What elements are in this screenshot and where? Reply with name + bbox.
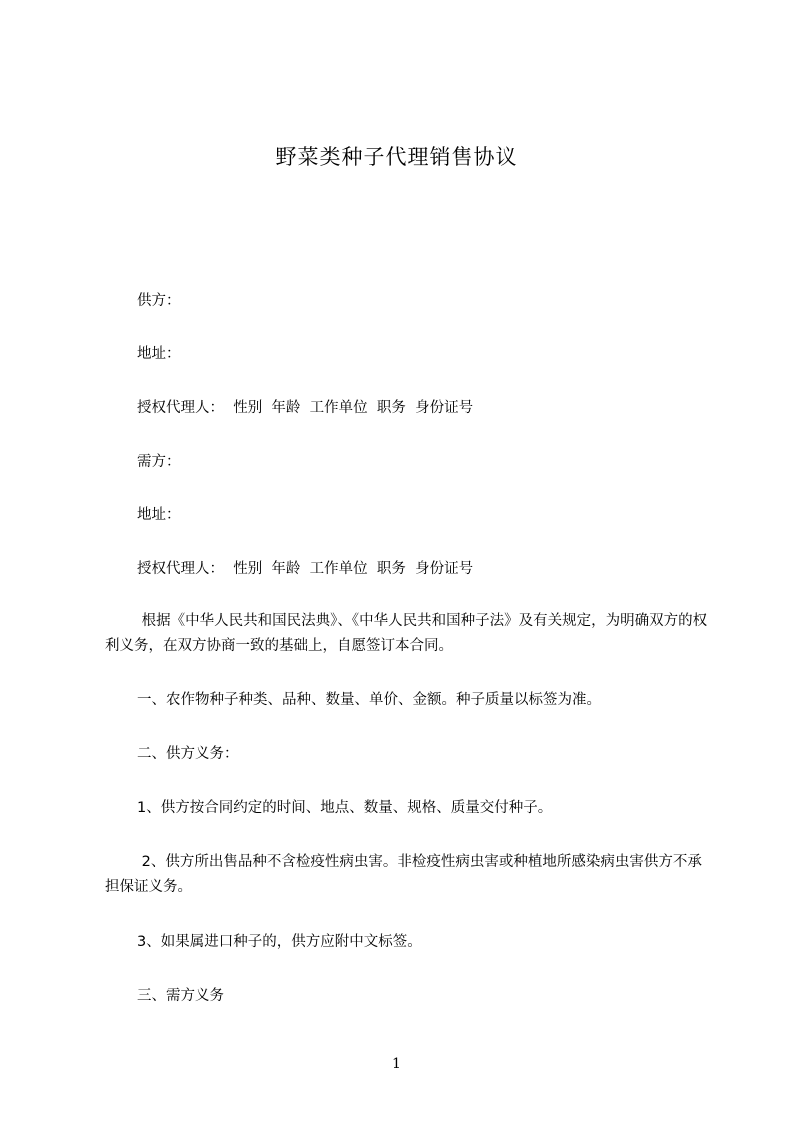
clause-1-paragraph: 一、农作物种子种类、品种、数量、单价、金额。种子质量以标签为准。: [137, 692, 601, 708]
clause-2-item-3: 3、如果属进口种子的，供方应附中文标签。: [137, 934, 422, 950]
supplier-agent-line: 授权代理人： 性别 年龄 工作单位 职务 身份证号: [137, 400, 474, 416]
page-number: 1: [392, 1056, 401, 1072]
preamble-paragraph: 根据《中华人民共和国民法典》、《中华人民共和国种子法》及有关规定，为明确双方的权利义务，在双方协商一致的基础上，自愿签订本合同。: [105, 613, 708, 654]
buyer-label: 需方：: [137, 454, 181, 470]
supplier-address-label: 地址：: [137, 346, 181, 362]
clause-2-heading: 二、供方义务：: [137, 746, 239, 762]
clause-3-heading: 三、需方义务: [137, 988, 224, 1004]
buyer-address-label: 地址：: [137, 507, 181, 523]
supplier-label: 供方：: [137, 293, 181, 309]
buyer-agent-line: 授权代理人： 性别 年龄 工作单位 职务 身份证号: [137, 561, 474, 577]
clause-2-item-1: 1、供方按合同约定的时间、地点、数量、规格、质量交付种子。: [137, 800, 553, 816]
clause-2-item-2: 2、供方所出售品种不含检疫性病虫害。非检疫性病虫害或种植地所感染病虫害供方不承担保证义务。: [105, 854, 702, 895]
document-title: 野菜类种子代理销售协议: [275, 145, 518, 169]
